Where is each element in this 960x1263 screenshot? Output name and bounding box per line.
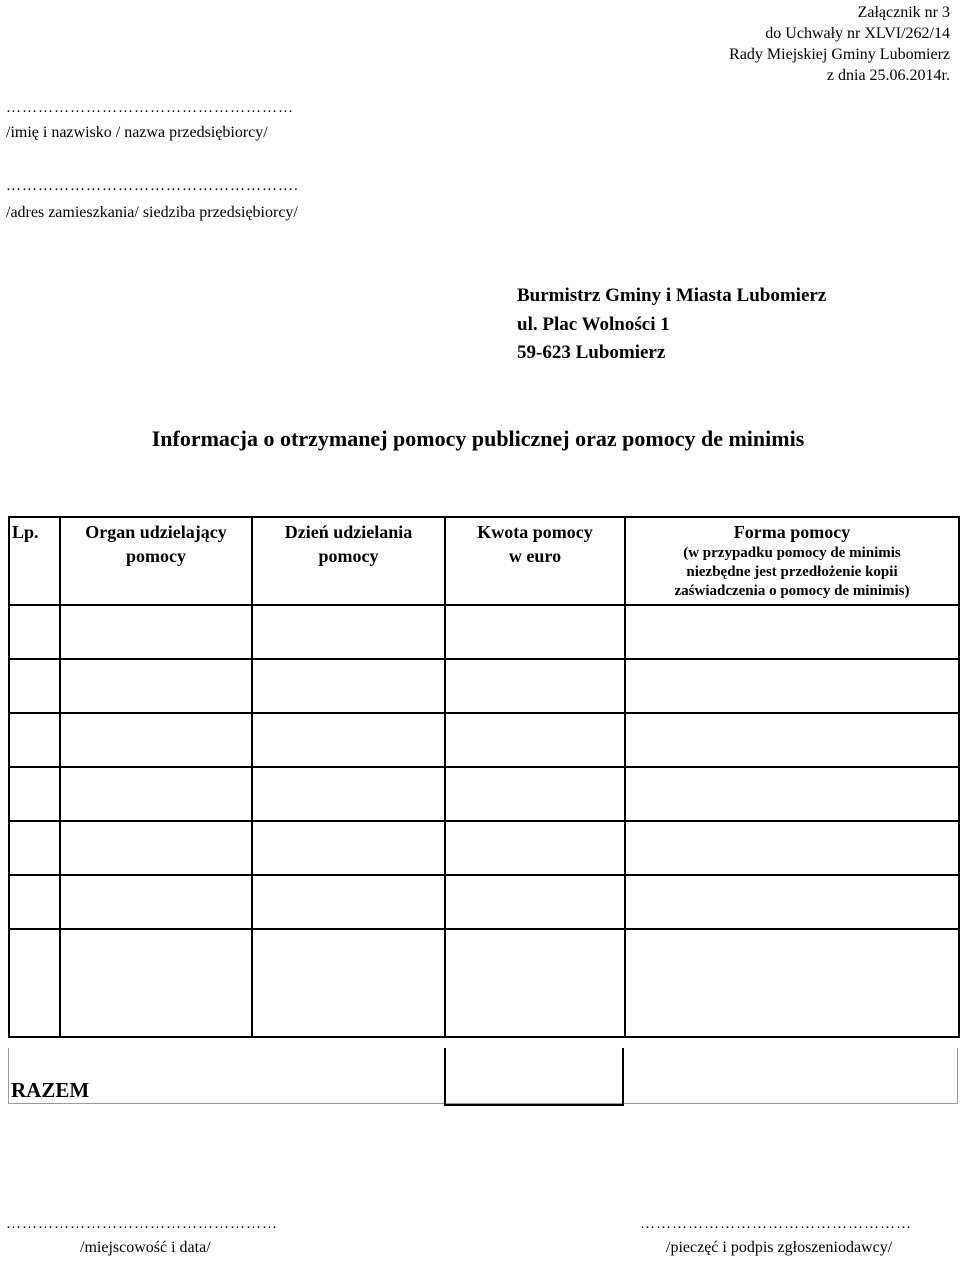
header-form-sub3: zaświadczenia o pomocy de minimis) xyxy=(674,583,910,599)
table-row xyxy=(9,713,959,767)
addressee-line-3: 59-623 Lubomierz xyxy=(517,342,666,363)
cell-organ[interactable] xyxy=(60,713,252,767)
cell-organ[interactable] xyxy=(60,929,252,1037)
addressee-line-1: Burmistrz Gminy i Miasta Lubomierz xyxy=(517,285,827,306)
header-form-sub2: niezbędne jest przedłożenie kopii xyxy=(686,564,898,580)
cell-amount[interactable] xyxy=(445,929,625,1037)
attachment-line-4: z dnia 25.06.2014r. xyxy=(826,67,950,84)
header-form-sub1: (w przypadku pomocy de minimis xyxy=(683,545,901,561)
header-lp: Lp. xyxy=(9,517,60,605)
addressee-block xyxy=(517,282,826,368)
header-day-line1: Dzień udzielania xyxy=(284,522,413,542)
signature-caption: /pieczęć i podpis zgłoszeniodawcy/ xyxy=(666,1239,893,1256)
cell-amount[interactable] xyxy=(445,875,625,929)
attachment-line-1: Załącznik nr 3 xyxy=(857,4,950,21)
header-organ-line1: Organ udzielający xyxy=(85,522,227,542)
cell-day[interactable] xyxy=(252,659,445,713)
table-header-row xyxy=(9,517,959,605)
cell-form[interactable] xyxy=(625,659,959,713)
cell-lp[interactable] xyxy=(9,713,60,767)
cell-lp[interactable] xyxy=(9,821,60,875)
header-amount-line1: Kwota pomocy xyxy=(477,522,593,542)
cell-lp[interactable] xyxy=(9,605,60,659)
cell-day[interactable] xyxy=(252,713,445,767)
cell-form[interactable] xyxy=(625,605,959,659)
place-date-field[interactable]: …………………………………………… xyxy=(6,1216,278,1232)
header-organ xyxy=(60,517,252,605)
table-row xyxy=(9,659,959,713)
applicant-address-caption: /adres zamieszkania/ siedziba przedsiębiorcy/ xyxy=(6,204,298,221)
applicant-address-field[interactable]: ………………………………………………. xyxy=(6,178,299,194)
cell-form[interactable] xyxy=(625,929,959,1037)
attachment-header xyxy=(729,2,950,86)
total-amount-cell[interactable] xyxy=(444,1048,624,1106)
aid-table xyxy=(8,516,960,1038)
table-row xyxy=(9,605,959,659)
cell-lp[interactable] xyxy=(9,929,60,1037)
cell-day[interactable] xyxy=(252,605,445,659)
cell-amount[interactable] xyxy=(445,713,625,767)
table-row xyxy=(9,875,959,929)
attachment-line-3: Rady Miejskiej Gminy Lubomierz xyxy=(729,46,950,63)
table-row xyxy=(9,929,959,1037)
cell-amount[interactable] xyxy=(445,821,625,875)
cell-lp[interactable] xyxy=(9,767,60,821)
cell-amount[interactable] xyxy=(445,659,625,713)
cell-day[interactable] xyxy=(252,767,445,821)
header-form-line1: Forma pomocy xyxy=(733,522,851,542)
cell-amount[interactable] xyxy=(445,767,625,821)
place-date-caption: /miejscowość i data/ xyxy=(80,1239,211,1256)
cell-lp[interactable] xyxy=(9,875,60,929)
cell-amount[interactable] xyxy=(445,605,625,659)
header-organ-line2: pomocy xyxy=(126,546,186,566)
cell-form[interactable] xyxy=(625,767,959,821)
cell-organ[interactable] xyxy=(60,605,252,659)
addressee-line-2: ul. Plac Wolności 1 xyxy=(517,313,670,335)
cell-day[interactable] xyxy=(252,929,445,1037)
document-title: Informacja o otrzymanej pomocy publicznej oraz pomocy de minimis xyxy=(151,426,805,451)
cell-organ[interactable] xyxy=(60,821,252,875)
table-row xyxy=(9,767,959,821)
cell-form[interactable] xyxy=(625,821,959,875)
cell-organ[interactable] xyxy=(60,659,252,713)
header-amount-line2: w euro xyxy=(508,546,562,566)
header-day-line2: pomocy xyxy=(318,546,379,566)
cell-organ[interactable] xyxy=(60,875,252,929)
applicant-name-caption: /imię i nazwisko / nazwa przedsiębiorcy/ xyxy=(6,124,268,141)
cell-form[interactable] xyxy=(625,875,959,929)
total-label: RAZEM xyxy=(11,1078,90,1102)
header-amount xyxy=(445,517,625,605)
attachment-line-2: do Uchwały nr XLVI/262/14 xyxy=(765,25,950,42)
cell-organ[interactable] xyxy=(60,767,252,821)
cell-lp[interactable] xyxy=(9,659,60,713)
applicant-name-field[interactable]: ……………………………………………… xyxy=(6,100,294,116)
header-form xyxy=(625,517,959,605)
header-day xyxy=(252,517,445,605)
table-row xyxy=(9,821,959,875)
cell-day[interactable] xyxy=(252,875,445,929)
cell-day[interactable] xyxy=(252,821,445,875)
cell-form[interactable] xyxy=(625,713,959,767)
signature-field[interactable]: …………………………………………… xyxy=(640,1216,912,1232)
